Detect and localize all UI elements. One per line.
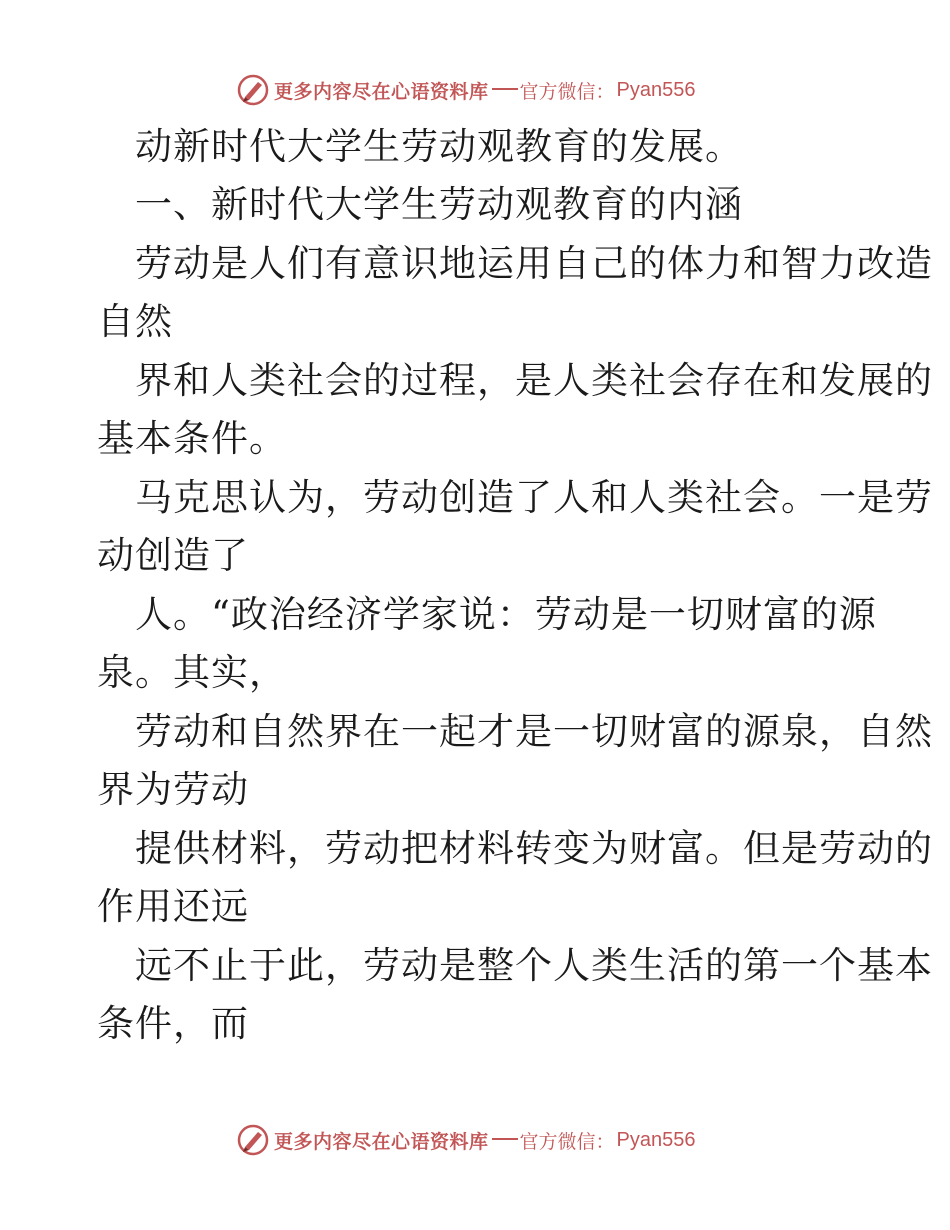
body-line: 自然 xyxy=(97,300,173,343)
footer-banner-wechat-id: Pyan556 xyxy=(616,1128,696,1151)
body-line: 劳动是人们有意识地运用自己的体力和智力改造 xyxy=(135,242,933,285)
body-line: 动创造了 xyxy=(97,534,249,577)
section-heading: 一、新时代大学生劳动观教育的内涵 xyxy=(135,183,743,226)
body-line: 人。“政治经济学家说：劳动是一切财富的源 xyxy=(135,593,877,636)
header-banner-official: 官方微信： xyxy=(519,80,615,103)
body-line: 远不止于此，劳动是整个人类生活的第一个基本 xyxy=(135,944,933,987)
header-banner-dash xyxy=(492,88,518,90)
pen-logo-icon xyxy=(236,1123,270,1157)
body-line: 马克思认为，劳动创造了人和人类社会。一是劳 xyxy=(135,476,933,519)
body-line: 劳动和自然界在一起才是一切财富的源泉，自然 xyxy=(135,710,933,753)
body-line: 界为劳动 xyxy=(97,768,249,811)
body-line: 条件，而 xyxy=(97,1002,249,1045)
footer-banner-official: 官方微信： xyxy=(519,1130,615,1153)
footer-banner xyxy=(236,1122,736,1158)
body-line: 界和人类社会的过程，是人类社会存在和发展的 xyxy=(135,359,933,402)
body-line: 动新时代大学生劳动观教育的发展。 xyxy=(135,125,743,168)
pen-logo-icon xyxy=(236,73,270,107)
footer-banner-dash xyxy=(492,1138,518,1140)
header-banner-text: 更多内容尽在心语资料库 xyxy=(274,80,489,103)
body-line: 泉。其实， xyxy=(97,651,287,694)
header-banner xyxy=(236,72,736,108)
body-line: 作用还远 xyxy=(97,885,249,928)
body-line: 提供材料，劳动把材料转变为财富。但是劳动的 xyxy=(135,827,933,870)
body-line: 基本条件。 xyxy=(97,417,287,460)
header-banner-wechat-id: Pyan556 xyxy=(616,78,696,101)
footer-banner-text: 更多内容尽在心语资料库 xyxy=(274,1130,489,1153)
